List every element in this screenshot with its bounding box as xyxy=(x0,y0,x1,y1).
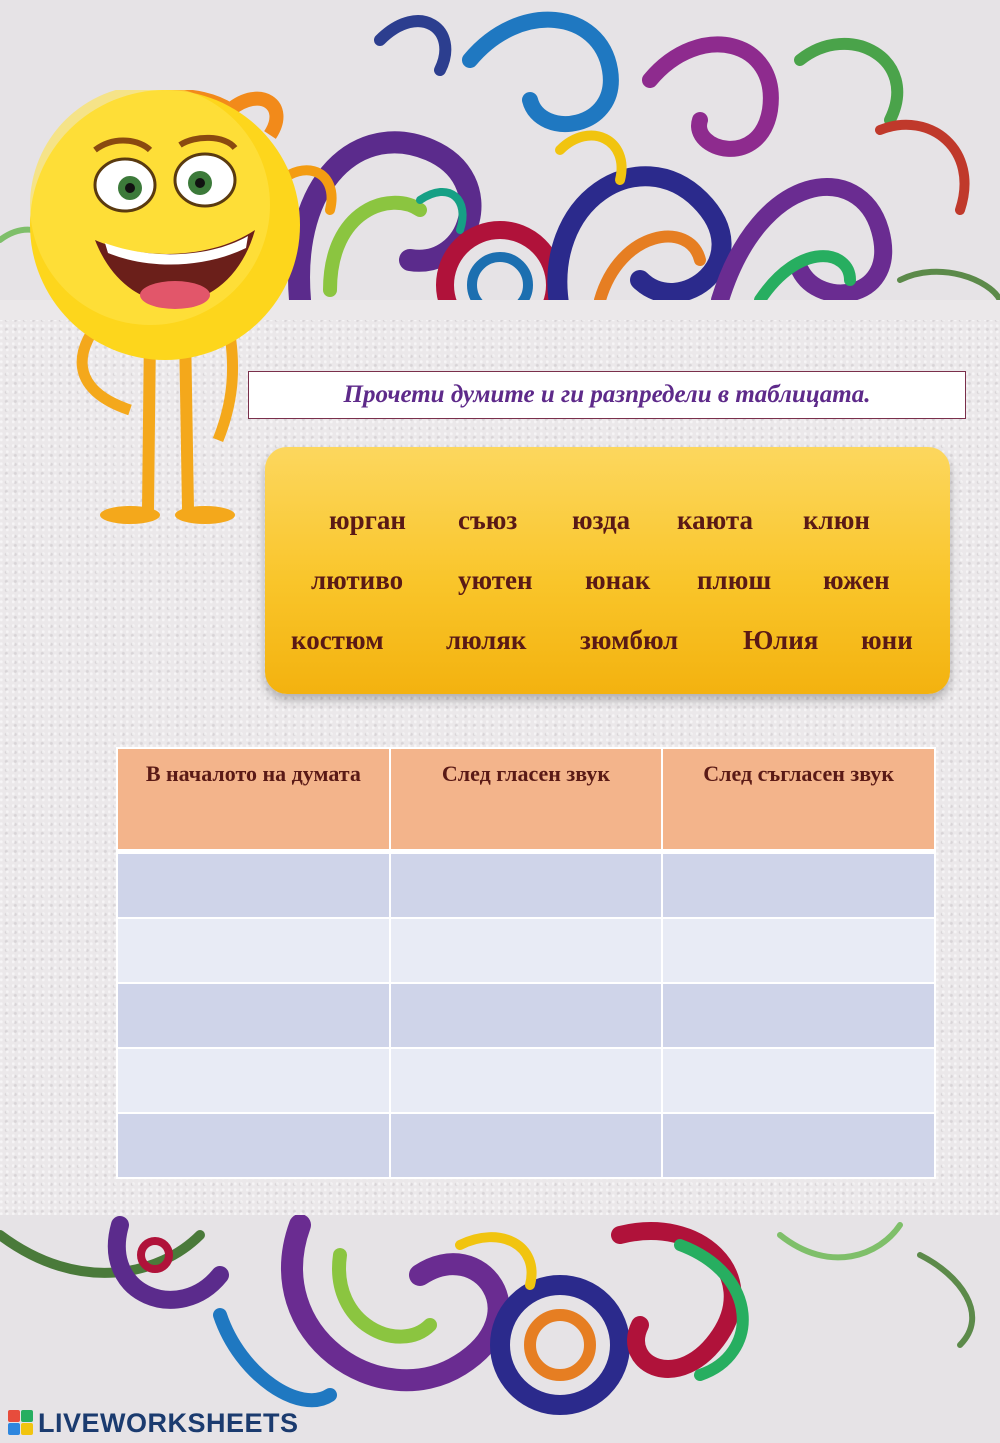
drop-cell[interactable] xyxy=(117,983,390,1048)
word-chip[interactable]: лютиво xyxy=(311,565,404,595)
header-after-vowel: След гласен звук xyxy=(390,748,663,852)
drop-cell[interactable] xyxy=(117,852,390,919)
drop-cell[interactable] xyxy=(662,1113,935,1178)
drop-cell[interactable] xyxy=(662,1048,935,1113)
drop-cell[interactable] xyxy=(390,918,663,983)
drop-cell[interactable] xyxy=(117,1048,390,1113)
drop-cell[interactable] xyxy=(390,1113,663,1178)
word-chip[interactable]: каюта xyxy=(677,505,754,535)
word-chip[interactable]: клюн xyxy=(803,505,870,535)
table-header-row xyxy=(117,748,935,852)
word-chip[interactable]: Юлия xyxy=(743,625,819,655)
word-chip[interactable]: юни xyxy=(861,625,913,655)
drop-cell[interactable] xyxy=(662,983,935,1048)
table-row xyxy=(117,983,935,1048)
brand-footer xyxy=(8,1407,299,1439)
word-chip[interactable]: плюш xyxy=(697,565,772,595)
word-chip[interactable]: юзда xyxy=(572,505,631,535)
word-chip[interactable]: юрган xyxy=(329,505,406,535)
sorting-table xyxy=(116,747,936,1179)
brand-name: LIVEWORKSHEETS xyxy=(38,1407,299,1438)
word-chip[interactable]: люляк xyxy=(446,625,527,655)
table-row xyxy=(117,918,935,983)
word-chip[interactable]: юнак xyxy=(585,565,651,595)
table-row xyxy=(117,852,935,919)
word-chip[interactable]: уютен xyxy=(458,565,533,595)
drop-cell[interactable] xyxy=(662,852,935,919)
table-row xyxy=(117,1048,935,1113)
drop-cell[interactable] xyxy=(117,1113,390,1178)
instruction-text: Прочети думите и ги разпредели в таблицата. xyxy=(343,381,871,408)
header-word-start: В началото на думата xyxy=(117,748,390,852)
drop-cell[interactable] xyxy=(662,918,935,983)
word-chip[interactable]: зюмбюл xyxy=(580,625,679,655)
liveworksheets-logo-icon xyxy=(8,1410,34,1436)
word-chip[interactable]: южен xyxy=(823,565,890,595)
word-box xyxy=(265,447,950,694)
word-chip[interactable]: съюз xyxy=(458,505,518,535)
instruction-banner xyxy=(248,371,966,419)
drop-cell[interactable] xyxy=(390,983,663,1048)
drop-cell[interactable] xyxy=(390,852,663,919)
drop-cell[interactable] xyxy=(390,1048,663,1113)
drop-cell[interactable] xyxy=(117,918,390,983)
table-row xyxy=(117,1113,935,1178)
word-chip[interactable]: костюм xyxy=(291,625,384,655)
header-after-consonant: След съгласен звук xyxy=(662,748,935,852)
